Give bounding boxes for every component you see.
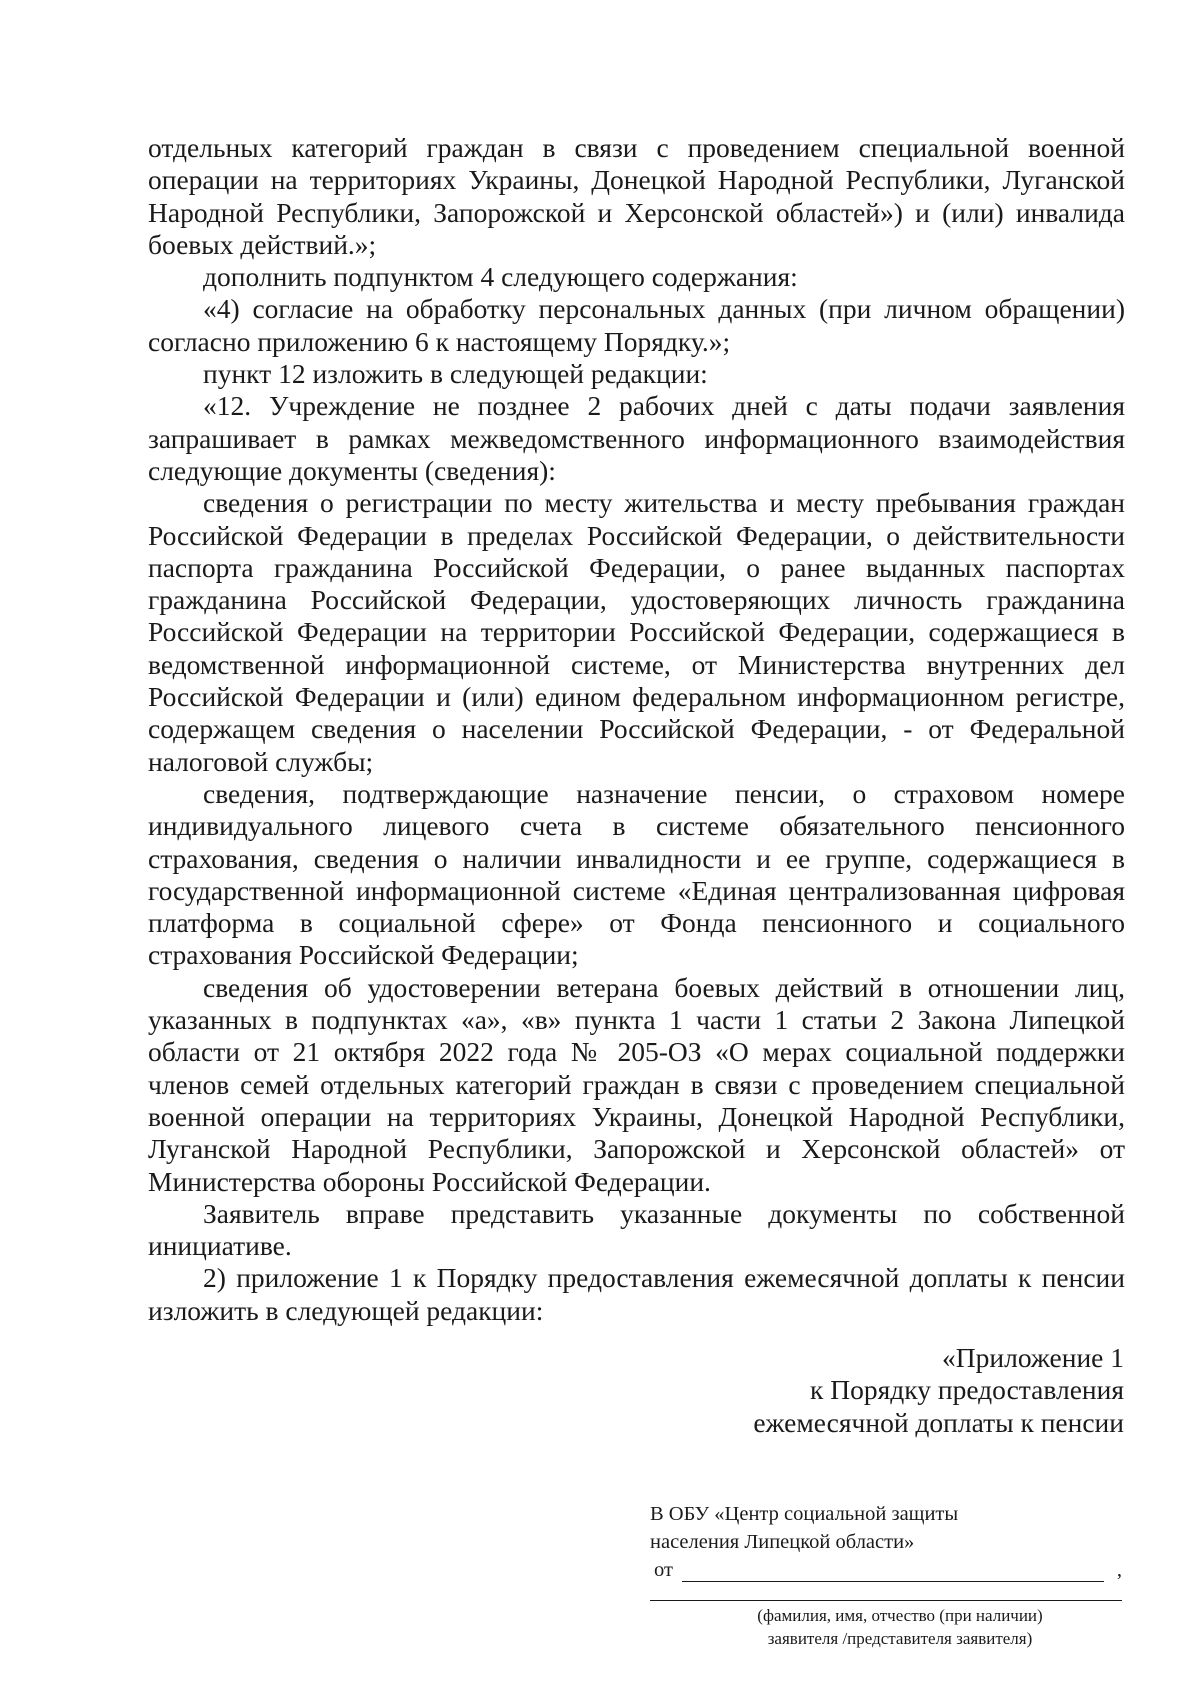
paragraph-point-12-text: «12. Учреждение не позднее 2 рабочих дней с даты подачи заявления запрашивает в рамках межведомственного информационного взаимодействия следующие документы (сведения): — [148, 390, 1125, 486]
appendix-heading-line: к Порядку предоставления — [810, 1374, 1124, 1406]
paragraph-applicant-right: Заявитель вправе представить указанные документы по собственной инициативе. — [148, 1197, 1125, 1262]
addressee-line: В ОБУ «Центр социальной защиты — [650, 1503, 959, 1525]
paragraph-continuation: отдельных категорий граждан в связи с проведением специальной военной операции на территориях Украины, Донецкой Народной Республики, Луганской Народной Республики, Запорожской и Херсонской областей») и (или) инвалида боевых действий.»; — [148, 132, 1125, 260]
paragraph-pension-info: сведения, подтверждающие назначение пенсии, о страховом номере индивидуального лицевого счета в системе обязательного пенсионного страхования, сведения о наличии инвалидности и ее группе, содержащиеся в государственной информационной системе «Единая централизованная цифровая платформа в социальной сфере» от Фонда пенсионного и социального страхования Российской Федерации; — [148, 777, 1125, 971]
paragraph-consent-clause: «4) согласие на обработку персональных данных (при личном обращении) согласно приложению 6 к настоящему Порядку.»; — [148, 293, 1125, 357]
caption-line: заявителя /представителя заявителя) — [767, 1629, 1033, 1648]
addressee-block — [650, 1500, 1130, 1556]
paragraph-registration-info: сведения о регистрации по месту жительства и месту пребывания граждан Российской Федерации в пределах Российской Федерации, о действительности паспорта гражданина Российской Федерации, о ранее выданных паспортах гражданина Российской Федерации, удостоверяющих личность гражданина Российской Федерации на территории Российской Федерации, содержащиеся в ведомственной информационной системе, от Министерства внутренних дел Российской Федерации и (или) едином федеральном информационном регистре, содержащем сведения о населении Российской Федерации, - от Федеральной налоговой службы; — [148, 487, 1125, 777]
paragraph-amendment-point-12: пункт 12 изложить в следующей редакции: — [203, 358, 708, 390]
paragraph-appendix-1-amendment: 2) приложение 1 к Порядку предоставления ежемесячной доплаты к пенсии изложить в следующей редакции: — [148, 1262, 1125, 1326]
paragraph-amendment-subpoint-4: дополнить подпунктом 4 следующего содержания: — [203, 261, 798, 293]
applicant-name-caption — [690, 1604, 1110, 1650]
appendix-heading-line: «Приложение 1 — [942, 1342, 1124, 1373]
from-label: от — [654, 1559, 673, 1581]
appendix-heading-line: ежемесячной доплаты к пенсии — [753, 1406, 1124, 1438]
from-field-row — [650, 1556, 1130, 1584]
from-comma: , — [1116, 1559, 1122, 1581]
addressee-line: населения Липецкой области» — [650, 1531, 915, 1553]
applicant-name-fill-line — [650, 1600, 1122, 1601]
document-body — [148, 132, 1125, 1327]
appendix-heading — [564, 1342, 1124, 1439]
caption-line: (фамилия, имя, отчество (при наличии) — [757, 1606, 1043, 1625]
paragraph-veteran-info: сведения об удостоверении ветерана боевых действий в отношении лиц, указанных в подпунктах «а», «в» пункта 1 части 1 статьи 2 Закона Липецкой области от 21 октября 2022 года № 205-ОЗ «О мерах социальной поддержки членов семей отдельных категорий граждан в связи с проведением специальной военной операции на территориях Украины, Донецкой Народной Республики, Луганской Народной Республики, Запорожской и Херсонской областей» от Министерства обороны Российской Федерации. — [148, 971, 1125, 1197]
from-fill-line — [682, 1581, 1104, 1582]
